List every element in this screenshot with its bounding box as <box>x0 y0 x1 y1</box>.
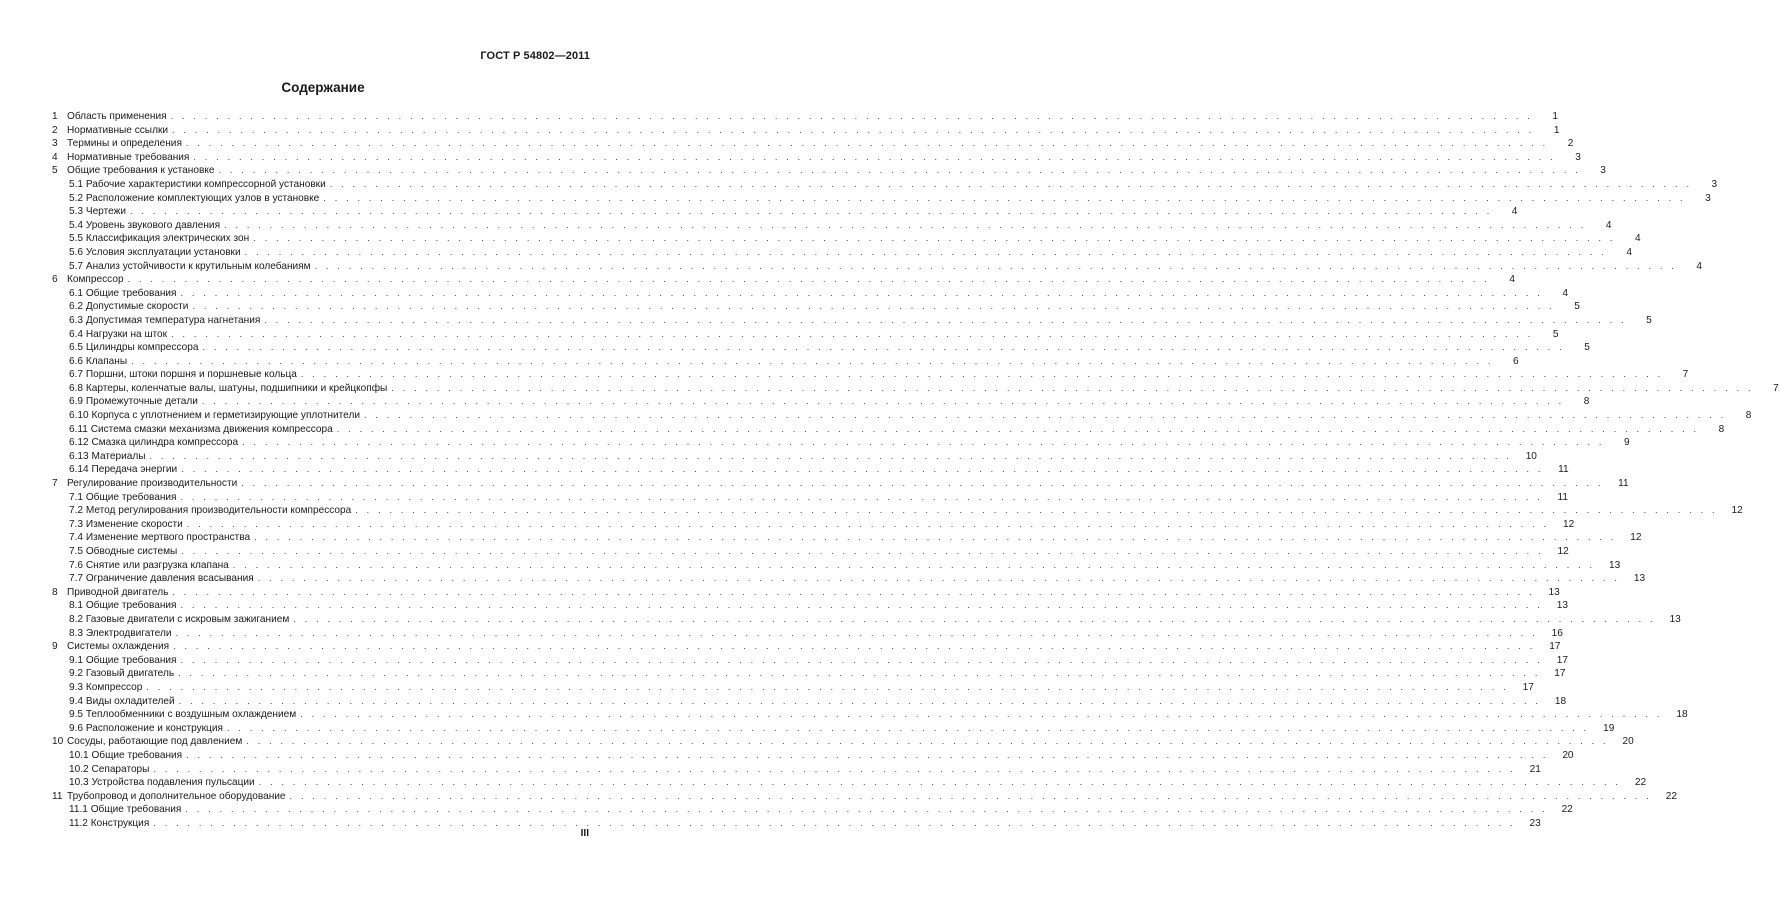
dot-leader: . . . . . . . . . . . . . . . . . . . . . . . . . . . . . . . . . . . . . . . . . . . . . . . . . . . . . . . . . . . . . . . . . . . . . . . . . . . . . . . . . . . . . . . . . . . . . . . . . . . . . . . . . . . . . . . . . . . . . . . . <box>323 192 1686 203</box>
toc-entry-page: 5 <box>1584 342 1590 354</box>
toc-entry-title: 9.3 Компрессор <box>69 681 143 693</box>
dot-leader: . . . . . . . . . . . . . . . . . . . . . . . . . . . . . . . . . . . . . . . . . . . . . . . . . . . . . . . . . . . . . . . . . . . . . . . . . . . . . . . . . . . . . . . . . . . . . . . . . . . . . . . . . . . . . . . . . . . . . . . . <box>180 600 1543 611</box>
toc-entry-page: 19 <box>1603 722 1615 734</box>
toc-entry[interactable] <box>52 463 1569 477</box>
dot-leader: . . . . . . . . . . . . . . . . . . . . . . . . . . . . . . . . . . . . . . . . . . . . . . . . . . . . . . . . . . . . . . . . . . . . . . . . . . . . . . . . . . . . . . . . . . . . . . . . . . . . . . . . . . . . . . . . . . . . . . . . <box>201 396 1565 407</box>
toc-entry-page: 4 <box>1626 246 1633 258</box>
dot-leader: . . . . . . . . . . . . . . . . . . . . . . . . . . . . . . . . . . . . . . . . . . . . . . . . . . . . . . . . . . . . . . . . . . . . . . . . . . . . . . . . . . . . . . . . . . . . . . . . . . . . . . . . . . . . . . . . . . . . . . . . <box>175 627 1538 638</box>
toc-entry-number: 2 <box>52 124 58 136</box>
toc-entry-title: 6.13 Материалы <box>69 450 146 462</box>
toc-entry-page: 9 <box>1623 437 1630 449</box>
toc-entry-title: 8.1 Общие требования <box>69 600 177 612</box>
toc-entry[interactable] <box>52 232 1641 246</box>
toc-entry[interactable] <box>52 314 1652 328</box>
toc-entry[interactable] <box>52 776 1647 790</box>
toc-entry[interactable] <box>52 124 1560 138</box>
toc-entry-title: Нормативные ссылки <box>67 124 169 136</box>
toc-entry-title: 6.11 Система смазки механизма движения компрессора <box>69 423 333 435</box>
toc-entry[interactable] <box>52 300 1580 314</box>
dot-leader: . . . . . . . . . . . . . . . . . . . . . . . . . . . . . . . . . . . . . . . . . . . . . . . . . . . . . . . . . . . . . . . . . . . . . . . . . . . . . . . . . . . . . . . . . . . . . . . . . . . . . . . . . . . . . . . . . . . . . . . . <box>171 328 1534 339</box>
toc-entry-title: 9.5 Теплообменники с воздушным охлаждением <box>69 709 297 721</box>
toc-entry-page: 12 <box>1563 518 1575 530</box>
dot-leader: . . . . . . . . . . . . . . . . . . . . . . . . . . . . . . . . . . . . . . . . . . . . . . . . . . . . . . . . . . . . . . . . . . . . . . . . . . . . . . . . . . . . . . . . . . . . . . . . . . . . . . . . . . . . . . . . . . . . . . . . <box>192 301 1555 312</box>
toc-entry[interactable] <box>52 531 1642 545</box>
toc-entry[interactable] <box>52 341 1590 355</box>
toc-entry-page: 5 <box>1646 314 1652 326</box>
toc-entry-page: 8 <box>1745 410 1752 422</box>
toc-entry[interactable] <box>52 477 1629 491</box>
dot-leader: . . . . . . . . . . . . . . . . . . . . . . . . . . . . . . . . . . . . . . . . . . . . . . . . . . . . . . . . . . . . . . . . . . . . . . . . . . . . . . . . . . . . . . . . . . . . . . . . . . . . . . . . . . . . . . . . . . . . . . . . <box>391 382 1754 393</box>
toc-entry-page: 1 <box>1553 124 1560 136</box>
dot-leader: . . . . . . . . . . . . . . . . . . . . . . . . . . . . . . . . . . . . . . . . . . . . . . . . . . . . . . . . . . . . . . . . . . . . . . . . . . . . . . . . . . . . . . . . . . . . . . . . . . . . . . . . . . . . . . . . . . . . . . . . <box>246 736 1609 747</box>
toc-entry-title: 6.2 Допустимые скорости <box>69 301 189 313</box>
toc-entry-page: 12 <box>1630 532 1642 544</box>
toc-entry-title: 6.10 Корпуса с уплотнением и герметизирующие уплотнители <box>69 410 360 422</box>
dot-leader: . . . . . . . . . . . . . . . . . . . . . . . . . . . . . . . . . . . . . . . . . . . . . . . . . . . . . . . . . . . . . . . . . . . . . . . . . . . . . . . . . . . . . . . . . . . . . . . . . . . . . . . . . . . . . . . . . . . . . . . . <box>149 450 1512 461</box>
dot-leader: . . . . . . . . . . . . . . . . . . . . . . . . . . . . . . . . . . . . . . . . . . . . . . . . . . . . . . . . . . . . . . . . . . . . . . . . . . . . . . . . . . . . . . . . . . . . . . . . . . . . . . . . . . . . . . . . . . . . . . . . <box>129 206 1493 217</box>
toc-entry[interactable] <box>52 491 1568 505</box>
toc-entry-number: 10 <box>52 736 64 748</box>
toc-title: Содержание <box>281 80 365 95</box>
toc-entry[interactable] <box>52 382 1779 396</box>
toc-entry-title: 11.2 Конструкция <box>69 817 150 829</box>
toc-entry-title: Область применения <box>67 111 167 122</box>
toc-entry[interactable] <box>52 395 1590 409</box>
toc-entry[interactable] <box>52 695 1567 709</box>
toc-entry-page: 5 <box>1574 301 1580 313</box>
toc-entry-title: 8.2 Газовые двигатели с искровым зажиганием <box>69 613 290 625</box>
toc-entry-title: Приводной двигатель <box>67 586 169 598</box>
toc-entry-page: 4 <box>1509 274 1515 286</box>
toc-entry[interactable] <box>52 205 1518 219</box>
toc-entry-number: 11 <box>52 790 63 802</box>
toc-entry-title: 6.1 Общие требования <box>69 287 177 299</box>
toc-entry-title: 9.2 Газовый двигатель <box>69 668 175 680</box>
toc-entry[interactable] <box>52 627 1563 641</box>
toc-entry-page: 17 <box>1556 654 1568 666</box>
toc-entry[interactable] <box>52 504 1743 518</box>
toc-entry-title: 6.14 Передача энергии <box>69 464 178 476</box>
toc-entry[interactable] <box>52 545 1569 559</box>
dot-leader: . . . . . . . . . . . . . . . . . . . . . . . . . . . . . . . . . . . . . . . . . . . . . . . . . . . . . . . . . . . . . . . . . . . . . . . . . . . . . . . . . . . . . . . . . . . . . . . . . . . . . . . . . . . . . . . . . . . . . . . . <box>180 491 1543 502</box>
toc-entry[interactable] <box>52 763 1541 777</box>
toc-entry-page: 13 <box>1633 573 1646 585</box>
toc-entry[interactable] <box>52 423 1725 437</box>
toc-entry-title: 7.5 Обводные системы <box>69 546 178 557</box>
toc-entry-title: Компрессор <box>67 274 124 286</box>
dot-leader: . . . . . . . . . . . . . . . . . . . . . . . . . . . . . . . . . . . . . . . . . . . . . . . . . . . . . . . . . . . . . . . . . . . . . . . . . . . . . . . . . . . . . . . . . . . . . . . . . . . . . . . . . . . . . . . . . . . . . . . . <box>264 314 1627 325</box>
dot-leader: . . . . . . . . . . . . . . . . . . . . . . . . . . . . . . . . . . . . . . . . . . . . . . . . . . . . . . . . . . . . . . . . . . . . . . . . . . . . . . . . . . . . . . . . . . . . . . . . . . . . . . . . . . . . . . . . . . . . . . . . <box>146 681 1509 692</box>
toc-entry-number: 5 <box>52 165 58 177</box>
toc-entry-page: 8 <box>1718 423 1725 435</box>
toc-entry-title: 6.4 Нагрузки на шток <box>69 328 168 340</box>
dot-leader: . . . . . . . . . . . . . . . . . . . . . . . . . . . . . . . . . . . . . . . . . . . . . . . . . . . . . . . . . . . . . . . . . . . . . . . . . . . . . . . . . . . . . . . . . . . . . . . . . . . . . . . . . . . . . . . . . . . . . . . . <box>185 138 1549 149</box>
toc-entry-page: 21 <box>1529 763 1541 775</box>
dot-leader: . . . . . . . . . . . . . . . . . . . . . . . . . . . . . . . . . . . . . . . . . . . . . . . . . . . . . . . . . . . . . . . . . . . . . . . . . . . . . . . . . . . . . . . . . . . . . . . . . . . . . . . . . . . . . . . . . . . . . . . . <box>178 695 1542 706</box>
toc-entry-title: 6.7 Поршни, штоки поршня и поршневые кольца <box>69 369 297 381</box>
dot-leader: . . . . . . . . . . . . . . . . . . . . . . . . . . . . . . . . . . . . . . . . . . . . . . . . . . . . . . . . . . . . . . . . . . . . . . . . . . . . . . . . . . . . . . . . . . . . . . . . . . . . . . . . . . . . . . . . . . . . . . . . <box>258 777 1622 788</box>
dot-leader: . . . . . . . . . . . . . . . . . . . . . . . . . . . . . . . . . . . . . . . . . . . . . . . . . . . . . . . . . . . . . . . . . . . . . . . . . . . . . . . . . . . . . . . . . . . . . . . . . . . . . . . . . . . . . . . . . . . . . . . . <box>242 437 1605 448</box>
dot-leader: . . . . . . . . . . . . . . . . . . . . . . . . . . . . . . . . . . . . . . . . . . . . . . . . . . . . . . . . . . . . . . . . . . . . . . . . . . . . . . . . . . . . . . . . . . . . . . . . . . . . . . . . . . . . . . . . . . . . . . . . <box>180 654 1543 665</box>
toc-entry[interactable] <box>52 817 1541 831</box>
toc-entry-page: 22 <box>1561 804 1573 816</box>
toc-entry-number: 3 <box>52 138 58 150</box>
dot-leader: . . . . . . . . . . . . . . . . . . . . . . . . . . . . . . . . . . . . . . . . . . . . . . . . . . . . . . . . . . . . . . . . . . . . . . . . . . . . . . . . . . . . . . . . . . . . . . . . . . . . . . . . . . . . . . . . . . . . . . . . <box>314 260 1678 271</box>
toc-entry-title: 10.2 Сепараторы <box>69 763 150 775</box>
toc-entry-page: 4 <box>1635 233 1641 245</box>
toc-entry[interactable] <box>52 287 1568 301</box>
toc-entry[interactable] <box>52 681 1534 695</box>
dot-leader: . . . . . . . . . . . . . . . . . . . . . . . . . . . . . . . . . . . . . . . . . . . . . . . . . . . . . . . . . . . . . . . . . . . . . . . . . . . . . . . . . . . . . . . . . . . . . . . . . . . . . . . . . . . . . . . . . . . . . . . . <box>173 641 1536 652</box>
toc-entry-number: 9 <box>52 641 58 653</box>
toc-entry[interactable] <box>52 409 1752 423</box>
dot-leader: . . . . . . . . . . . . . . . . . . . . . . . . . . . . . . . . . . . . . . . . . . . . . . . . . . . . . . . . . . . . . . . . . . . . . . . . . . . . . . . . . . . . . . . . . . . . . . . . . . . . . . . . . . . . . . . . . . . . . . . . <box>202 342 1565 353</box>
toc-entry[interactable] <box>52 599 1568 613</box>
toc-entry-title: 5.2 Расположение комплектующих узлов в установке <box>69 192 320 204</box>
dot-leader: . . . . . . . . . . . . . . . . . . . . . . . . . . . . . . . . . . . . . . . . . . . . . . . . . . . . . . . . . . . . . . . . . . . . . . . . . . . . . . . . . . . . . . . . . . . . . . . . . . . . . . . . . . . . . . . . . . . . . . . . <box>355 505 1718 516</box>
dot-leader: . . . . . . . . . . . . . . . . . . . . . . . . . . . . . . . . . . . . . . . . . . . . . . . . . . . . . . . . . . . . . . . . . . . . . . . . . . . . . . . . . . . . . . . . . . . . . . . . . . . . . . . . . . . . . . . . . . . . . . . . <box>253 233 1616 244</box>
toc-entry-page: 22 <box>1634 777 1647 789</box>
toc-entry-title: 6.8 Картеры, коленчатые валы, шатуны, подшипники и крейцкопфы <box>69 382 388 394</box>
toc-entry-title: 7.2 Метод регулирования производительности компрессора <box>69 505 352 517</box>
toc-entry[interactable] <box>52 246 1633 260</box>
toc-entry[interactable] <box>52 613 1681 627</box>
dot-leader: . . . . . . . . . . . . . . . . . . . . . . . . . . . . . . . . . . . . . . . . . . . . . . . . . . . . . . . . . . . . . . . . . . . . . . . . . . . . . . . . . . . . . . . . . . . . . . . . . . . . . . . . . . . . . . . . . . . . . . . . <box>127 274 1490 285</box>
toc-entry-title: 8.3 Электродвигатели <box>69 627 172 639</box>
toc-entry-page: 13 <box>1548 586 1560 598</box>
dot-leader: . . . . . . . . . . . . . . . . . . . . . . . . . . . . . . . . . . . . . . . . . . . . . . . . . . . . . . . . . . . . . . . . . . . . . . . . . . . . . . . . . . . . . . . . . . . . . . . . . . . . . . . . . . . . . . . . . . . . . . . . <box>172 586 1535 597</box>
toc-entry-title: 7.7 Ограничение давления всасывания <box>69 573 254 585</box>
toc-entry-page: 13 <box>1669 613 1681 625</box>
toc-entry[interactable] <box>52 708 1688 722</box>
dot-leader: . . . . . . . . . . . . . . . . . . . . . . . . . . . . . . . . . . . . . . . . . . . . . . . . . . . . . . . . . . . . . . . . . . . . . . . . . . . . . . . . . . . . . . . . . . . . . . . . . . . . . . . . . . . . . . . . . . . . . . . . <box>178 668 1541 679</box>
dot-leader: . . . . . . . . . . . . . . . . . . . . . . . . . . . . . . . . . . . . . . . . . . . . . . . . . . . . . . . . . . . . . . . . . . . . . . . . . . . . . . . . . . . . . . . . . . . . . . . . . . . . . . . . . . . . . . . . . . . . . . . . <box>336 423 1700 434</box>
toc-entry-number: 8 <box>52 586 58 598</box>
toc-entry-page: 18 <box>1676 709 1688 721</box>
toc-entry-title: 6.3 Допустимая температура нагнетания <box>69 314 261 326</box>
toc-entry-number: 1 <box>52 111 58 122</box>
toc-entry-page: 18 <box>1554 695 1567 707</box>
toc-entry-title: 9.6 Расположение и конструкция <box>69 722 223 734</box>
dot-leader: . . . . . . . . . . . . . . . . . . . . . . . . . . . . . . . . . . . . . . . . . . . . . . . . . . . . . . . . . . . . . . . . . . . . . . . . . . . . . . . . . . . . . . . . . . . . . . . . . . . . . . . . . . . . . . . . . . . . . . . . <box>172 124 1535 135</box>
dot-leader: . . . . . . . . . . . . . . . . . . . . . . . . . . . . . . . . . . . . . . . . . . . . . . . . . . . . . . . . . . . . . . . . . . . . . . . . . . . . . . . . . . . . . . . . . . . . . . . . . . . . . . . . . . . . . . . . . . . . . . . . <box>170 111 1533 121</box>
toc-entry-page: 13 <box>1556 600 1568 612</box>
toc-entry[interactable] <box>52 368 1689 382</box>
toc-entry-page: 4 <box>1511 206 1518 218</box>
toc-entry-page: 4 <box>1562 287 1568 299</box>
toc-entry[interactable] <box>52 749 1574 763</box>
toc-entry-page: 12 <box>1731 505 1743 517</box>
toc-entry-title: 6.12 Смазка цилиндра компрессора <box>69 437 239 449</box>
toc-entry-page: 11 <box>1557 491 1568 503</box>
dot-leader: . . . . . . . . . . . . . . . . . . . . . . . . . . . . . . . . . . . . . . . . . . . . . . . . . . . . . . . . . . . . . . . . . . . . . . . . . . . . . . . . . . . . . . . . . . . . . . . . . . . . . . . . . . . . . . . . . . . . . . . . <box>300 369 1664 380</box>
dot-leader: . . . . . . . . . . . . . . . . . . . . . . . . . . . . . . . . . . . . . . . . . . . . . . . . . . . . . . . . . . . . . . . . . . . . . . . . . . . . . . . . . . . . . . . . . . . . . . . . . . . . . . . . . . . . . . . . . . . . . . . . <box>224 219 1587 230</box>
dot-leader: . . . . . . . . . . . . . . . . . . . . . . . . . . . . . . . . . . . . . . . . . . . . . . . . . . . . . . . . . . . . . . . . . . . . . . . . . . . . . . . . . . . . . . . . . . . . . . . . . . . . . . . . . . . . . . . . . . . . . . . . <box>257 573 1621 584</box>
toc-entry-title: 7.1 Общие требования <box>69 491 177 503</box>
dot-leader: . . . . . . . . . . . . . . . . . . . . . . . . . . . . . . . . . . . . . . . . . . . . . . . . . . . . . . . . . . . . . . . . . . . . . . . . . . . . . . . . . . . . . . . . . . . . . . . . . . . . . . . . . . . . . . . . . . . . . . . . <box>218 165 1581 176</box>
toc-entry-title: 10.1 Общие требования <box>69 749 183 761</box>
toc-entry-page: 3 <box>1600 165 1606 177</box>
dot-leader: . . . . . . . . . . . . . . . . . . . . . . . . . . . . . . . . . . . . . . . . . . . . . . . . . . . . . . . . . . . . . . . . . . . . . . . . . . . . . . . . . . . . . . . . . . . . . . . . . . . . . . . . . . . . . . . . . . . . . . . . <box>153 817 1516 828</box>
dot-leader: . . . . . . . . . . . . . . . . . . . . . . . . . . . . . . . . . . . . . . . . . . . . . . . . . . . . . . . . . . . . . . . . . . . . . . . . . . . . . . . . . . . . . . . . . . . . . . . . . . . . . . . . . . . . . . . . . . . . . . . . <box>131 355 1494 366</box>
toc-entry[interactable] <box>52 137 1574 151</box>
toc-entry-page: 6 <box>1512 355 1519 367</box>
dot-leader: . . . . . . . . . . . . . . . . . . . . . . . . . . . . . . . . . . . . . . . . . . . . . . . . . . . . . . . . . . . . . . . . . . . . . . . . . . . . . . . . . . . . . . . . . . . . . . . . . . . . . . . . . . . . . . . . . . . . . . . . <box>185 804 1548 815</box>
toc-entry-number: 7 <box>52 478 58 490</box>
toc-entry-page: 3 <box>1705 192 1711 204</box>
toc-entry[interactable] <box>52 559 1621 573</box>
toc-entry[interactable] <box>52 654 1568 668</box>
dot-leader: . . . . . . . . . . . . . . . . . . . . . . . . . . . . . . . . . . . . . . . . . . . . . . . . . . . . . . . . . . . . . . . . . . . . . . . . . . . . . . . . . . . . . . . . . . . . . . . . . . . . . . . . . . . . . . . . . . . . . . . . <box>186 518 1550 529</box>
dot-leader: . . . . . . . . . . . . . . . . . . . . . . . . . . . . . . . . . . . . . . . . . . . . . . . . . . . . . . . . . . . . . . . . . . . . . . . . . . . . . . . . . . . . . . . . . . . . . . . . . . . . . . . . . . . . . . . . . . . . . . . . <box>153 763 1516 774</box>
dot-leader: . . . . . . . . . . . . . . . . . . . . . . . . . . . . . . . . . . . . . . . . . . . . . . . . . . . . . . . . . . . . . . . . . . . . . . . . . . . . . . . . . . . . . . . . . . . . . . . . . . . . . . . . . . . . . . . . . . . . . . . . <box>244 246 1608 257</box>
toc-entry-page: 7 <box>1773 382 1779 394</box>
toc-entry-page: 20 <box>1562 749 1574 761</box>
toc-entry[interactable] <box>52 586 1560 600</box>
toc-entry-page: 1 <box>1552 111 1558 122</box>
toc-entry-title: Нормативные требования <box>67 151 190 163</box>
toc-entry-title: 6.6 Клапаны <box>69 355 128 367</box>
dot-leader: . . . . . . . . . . . . . . . . . . . . . . . . . . . . . . . . . . . . . . . . . . . . . . . . . . . . . . . . . . . . . . . . . . . . . . . . . . . . . . . . . . . . . . . . . . . . . . . . . . . . . . . . . . . . . . . . . . . . . . . . <box>329 178 1693 189</box>
toc-entry[interactable] <box>52 164 1606 178</box>
toc-entry[interactable] <box>52 178 1718 192</box>
table-of-contents <box>52 110 1779 830</box>
toc-entry-title: Общие требования к установке <box>67 165 215 177</box>
toc-entry-title: 5.1 Рабочие характеристики компрессорной установки <box>69 178 326 190</box>
toc-entry[interactable] <box>52 790 1677 804</box>
toc-entry[interactable] <box>52 667 1566 681</box>
toc-entry[interactable] <box>52 151 1581 165</box>
toc-entry[interactable] <box>52 450 1537 464</box>
dot-leader: . . . . . . . . . . . . . . . . . . . . . . . . . . . . . . . . . . . . . . . . . . . . . . . . . . . . . . . . . . . . . . . . . . . . . . . . . . . . . . . . . . . . . . . . . . . . . . . . . . . . . . . . . . . . . . . . . . . . . . . . <box>181 464 1544 475</box>
toc-entry-page: 17 <box>1554 668 1566 680</box>
toc-entry-title: Системы охлаждения <box>67 641 170 653</box>
document-code: ГОСТ Р 54802—2011 <box>480 50 590 62</box>
toc-entry-page: 11 <box>1618 478 1629 490</box>
toc-entry-page: 17 <box>1549 641 1561 653</box>
toc-entry-title: 5.4 Уровень звукового давления <box>69 219 221 231</box>
dot-leader: . . . . . . . . . . . . . . . . . . . . . . . . . . . . . . . . . . . . . . . . . . . . . . . . . . . . . . . . . . . . . . . . . . . . . . . . . . . . . . . . . . . . . . . . . . . . . . . . . . . . . . . . . . . . . . . . . . . . . . . . <box>181 546 1544 556</box>
toc-entry-title: 7.3 Изменение скорости <box>69 518 183 530</box>
dot-leader: . . . . . . . . . . . . . . . . . . . . . . . . . . . . . . . . . . . . . . . . . . . . . . . . . . . . . . . . . . . . . . . . . . . . . . . . . . . . . . . . . . . . . . . . . . . . . . . . . . . . . . . . . . . . . . . . . . . . . . . . <box>232 559 1596 570</box>
toc-entry-page: 3 <box>1575 151 1581 163</box>
toc-entry-page: 7 <box>1682 369 1689 381</box>
toc-entry-page: 10 <box>1525 450 1537 462</box>
toc-entry-page: 11 <box>1558 464 1569 476</box>
toc-entry-page: 3 <box>1711 178 1718 190</box>
toc-entry[interactable] <box>52 436 1630 450</box>
toc-entry-number: 6 <box>52 274 58 286</box>
dot-leader: . . . . . . . . . . . . . . . . . . . . . . . . . . . . . . . . . . . . . . . . . . . . . . . . . . . . . . . . . . . . . . . . . . . . . . . . . . . . . . . . . . . . . . . . . . . . . . . . . . . . . . . . . . . . . . . . . . . . . . . . <box>226 722 1590 733</box>
toc-entry[interactable] <box>52 219 1612 233</box>
toc-entry-title: Регулирование производительности <box>67 478 238 490</box>
toc-entry[interactable] <box>52 640 1561 654</box>
toc-entry[interactable] <box>52 110 1558 124</box>
page-number: III <box>580 828 589 839</box>
toc-entry-title: Термины и определения <box>67 138 182 150</box>
toc-entry-title: 5.5 Классификация электрических зон <box>69 233 250 245</box>
toc-entry-title: 5.6 Условия эксплуатации установки <box>69 246 241 258</box>
toc-entry-title: 7.6 Снятие или разгрузка клапана <box>69 559 229 571</box>
toc-entry[interactable] <box>52 803 1573 817</box>
toc-entry-page: 16 <box>1551 627 1563 639</box>
toc-entry-title: Трубопровод и дополнительное оборудование <box>67 790 286 802</box>
toc-entry[interactable] <box>52 273 1515 287</box>
toc-entry-page: 4 <box>1696 260 1703 272</box>
toc-entry-page: 22 <box>1665 790 1677 802</box>
toc-entry-page: 12 <box>1557 546 1569 557</box>
toc-entry[interactable] <box>52 192 1711 206</box>
dot-leader: . . . . . . . . . . . . . . . . . . . . . . . . . . . . . . . . . . . . . . . . . . . . . . . . . . . . . . . . . . . . . . . . . . . . . . . . . . . . . . . . . . . . . . . . . . . . . . . . . . . . . . . . . . . . . . . . . . . . . . . . <box>254 532 1617 543</box>
toc-entry-title: 10.3 Устройства подавления пульсации <box>69 777 255 789</box>
toc-entry-page: 23 <box>1529 817 1541 829</box>
dot-leader: . . . . . . . . . . . . . . . . . . . . . . . . . . . . . . . . . . . . . . . . . . . . . . . . . . . . . . . . . . . . . . . . . . . . . . . . . . . . . . . . . . . . . . . . . . . . . . . . . . . . . . . . . . . . . . . . . . . . . . . . <box>241 478 1604 489</box>
toc-entry-title: 9.4 Виды охладителей <box>69 695 175 707</box>
dot-leader: . . . . . . . . . . . . . . . . . . . . . . . . . . . . . . . . . . . . . . . . . . . . . . . . . . . . . . . . . . . . . . . . . . . . . . . . . . . . . . . . . . . . . . . . . . . . . . . . . . . . . . . . . . . . . . . . . . . . . . . . <box>300 709 1663 720</box>
toc-entry[interactable] <box>52 355 1519 369</box>
toc-entry-page: 17 <box>1522 681 1534 693</box>
toc-entry[interactable] <box>52 722 1615 736</box>
toc-entry-title: 9.1 Общие требования <box>69 654 177 666</box>
toc-entry[interactable] <box>52 572 1646 586</box>
toc-entry-number: 4 <box>52 151 58 163</box>
toc-entry-page: 2 <box>1567 138 1574 150</box>
toc-entry[interactable] <box>52 260 1703 274</box>
toc-entry-title: 5.7 Анализ устойчивости к крутильным колебаниям <box>69 260 311 272</box>
toc-entry-page: 4 <box>1605 219 1612 231</box>
toc-entry-title: 7.4 Изменение мертвого пространства <box>69 532 251 544</box>
toc-entry-page: 5 <box>1552 328 1559 340</box>
toc-entry-page: 20 <box>1622 736 1634 748</box>
toc-entry-title: 6.5 Цилиндры компрессора <box>69 342 199 354</box>
toc-entry-title: 11.1 Общие требования <box>69 804 182 816</box>
toc-entry-page: 8 <box>1583 396 1590 408</box>
toc-entry-title: Сосуды, работающие под давлением <box>67 736 243 748</box>
dot-leader: . . . . . . . . . . . . . . . . . . . . . . . . . . . . . . . . . . . . . . . . . . . . . . . . . . . . . . . . . . . . . . . . . . . . . . . . . . . . . . . . . . . . . . . . . . . . . . . . . . . . . . . . . . . . . . . . . . . . . . . . <box>186 749 1549 760</box>
toc-entry[interactable] <box>52 328 1559 342</box>
toc-entry-title: 5.3 Чертежи <box>69 206 126 218</box>
dot-leader: . . . . . . . . . . . . . . . . . . . . . . . . . . . . . . . . . . . . . . . . . . . . . . . . . . . . . . . . . . . . . . . . . . . . . . . . . . . . . . . . . . . . . . . . . . . . . . . . . . . . . . . . . . . . . . . . . . . . . . . . <box>289 790 1652 801</box>
dot-leader: . . . . . . . . . . . . . . . . . . . . . . . . . . . . . . . . . . . . . . . . . . . . . . . . . . . . . . . . . . . . . . . . . . . . . . . . . . . . . . . . . . . . . . . . . . . . . . . . . . . . . . . . . . . . . . . . . . . . . . . . <box>363 410 1727 421</box>
dot-leader: . . . . . . . . . . . . . . . . . . . . . . . . . . . . . . . . . . . . . . . . . . . . . . . . . . . . . . . . . . . . . . . . . . . . . . . . . . . . . . . . . . . . . . . . . . . . . . . . . . . . . . . . . . . . . . . . . . . . . . . . <box>193 151 1556 162</box>
dot-leader: . . . . . . . . . . . . . . . . . . . . . . . . . . . . . . . . . . . . . . . . . . . . . . . . . . . . . . . . . . . . . . . . . . . . . . . . . . . . . . . . . . . . . . . . . . . . . . . . . . . . . . . . . . . . . . . . . . . . . . . . <box>180 287 1543 298</box>
toc-entry[interactable] <box>52 735 1634 749</box>
dot-leader: . . . . . . . . . . . . . . . . . . . . . . . . . . . . . . . . . . . . . . . . . . . . . . . . . . . . . . . . . . . . . . . . . . . . . . . . . . . . . . . . . . . . . . . . . . . . . . . . . . . . . . . . . . . . . . . . . . . . . . . . <box>293 613 1656 624</box>
toc-entry[interactable] <box>52 518 1575 532</box>
toc-entry-page: 13 <box>1608 559 1621 571</box>
toc-entry-title: 6.9 Промежуточные детали <box>69 396 198 408</box>
